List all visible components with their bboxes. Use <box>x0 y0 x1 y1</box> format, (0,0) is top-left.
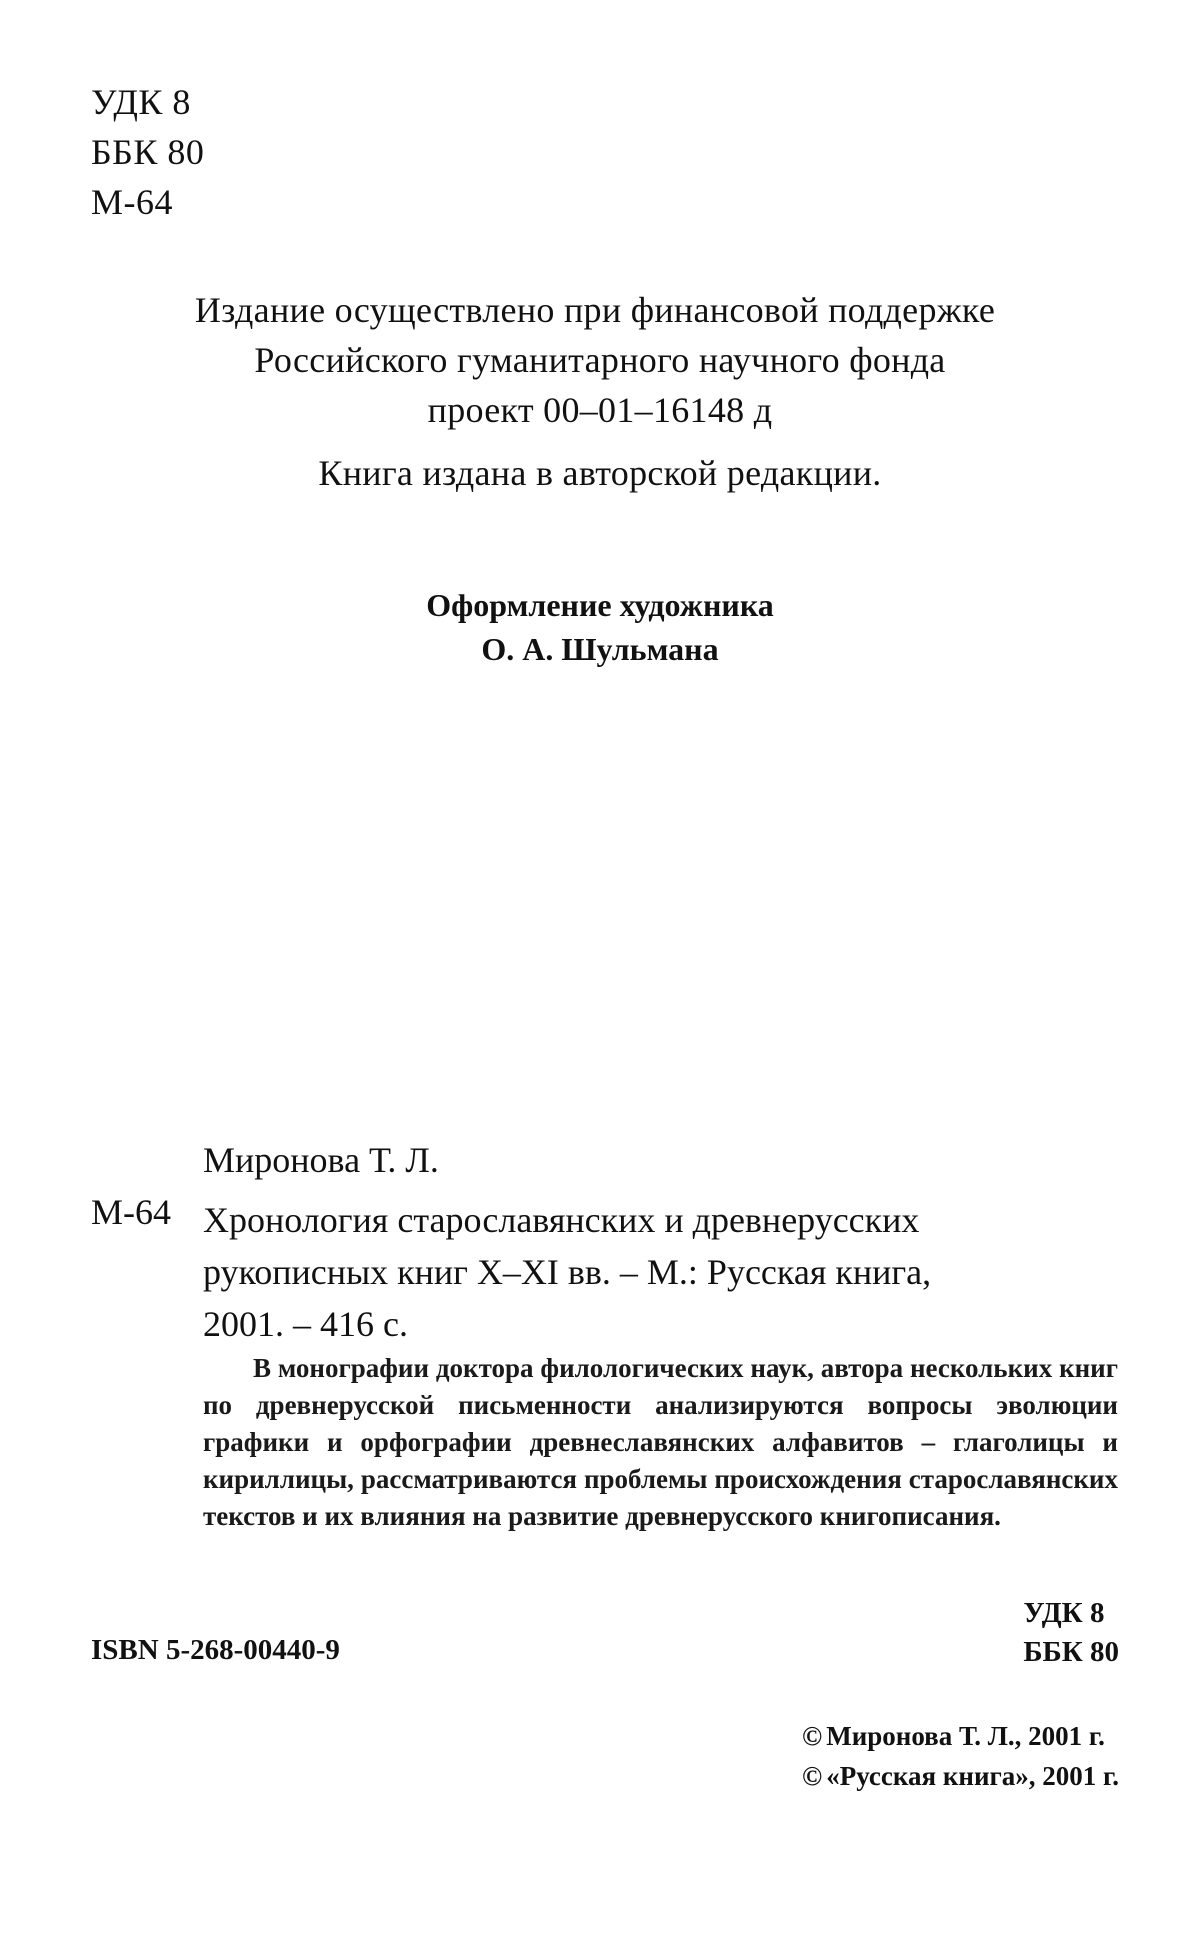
record-title-line-3: 2001. – 416 с. <box>203 1304 408 1344</box>
author-mark: М-64 <box>91 182 173 222</box>
project-number: проект 00–01–16148 д <box>427 390 773 430</box>
copyright-publisher: «Русская книга», 2001 г. <box>826 1761 1119 1791</box>
record-author-mark: М-64 <box>91 1192 171 1232</box>
copyright-line-2 <box>802 1756 1119 1796</box>
footer-udk: УДК 8 <box>1023 1597 1105 1629</box>
copyright-author: Миронова Т. Л., 2001 г. <box>826 1721 1105 1751</box>
funding-block <box>0 292 1200 491</box>
record-title-line-1: Хронология старославянских и древнерусских <box>203 1200 920 1240</box>
record-annotation: В монографии доктора филологических наук, автора нескольких книг по древнерусской письменности анализируются вопросы эволюции графики и орфографии древнеславянских алфавитов – глаголицы и кириллицы, рассматриваются проблемы происхождения старославянских текстов и их влияния на развитие древнерусского книгописания. <box>203 1353 1118 1531</box>
artist-block <box>0 589 1200 665</box>
record-title-line-2: рукописных книг X–XI вв. – М.: Русская книга, <box>203 1252 932 1292</box>
artist-label: Оформление художника <box>426 587 774 623</box>
udk-code: УДК 8 <box>91 82 191 122</box>
funding-line-1: Издание осуществлено при финансовой поддержке <box>194 290 996 330</box>
record-author: Миронова Т. Л. <box>203 1140 439 1180</box>
copyright-icon: © <box>802 1721 823 1751</box>
footer-codes <box>1023 1594 1119 1672</box>
bbk-code: ББК 80 <box>91 132 205 172</box>
isbn: ISBN 5-268-00440-9 <box>91 1634 340 1666</box>
copyright-block <box>802 1716 1119 1796</box>
edition-note: Книга издана в авторской редакции. <box>318 453 882 493</box>
funding-line-2: Российского гуманитарного научного фонда <box>254 340 946 380</box>
copyright-icon: © <box>802 1761 823 1791</box>
footer-bbk: ББК 80 <box>1023 1636 1119 1668</box>
copyright-line-1 <box>802 1716 1119 1756</box>
artist-name: О. А. Шульмана <box>481 631 719 667</box>
record-title <box>203 1194 1118 1350</box>
